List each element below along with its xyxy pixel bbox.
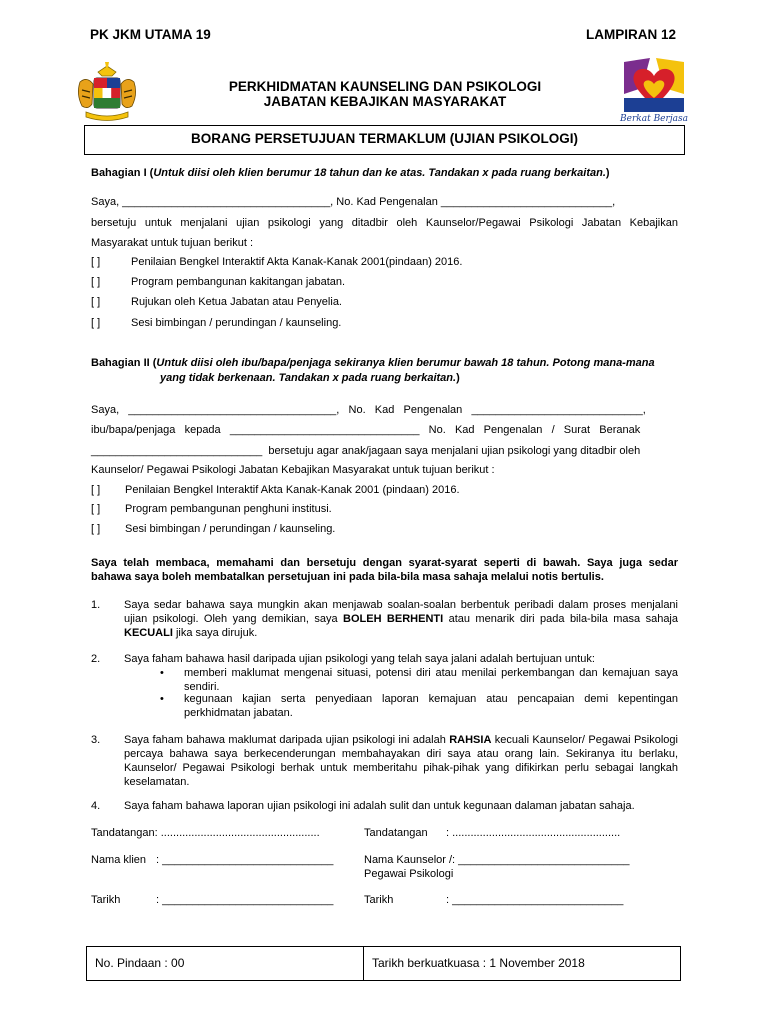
organisation-line-2: JABATAN KEBAJIKAN MASYARAKAT (263, 94, 507, 109)
client-date-field[interactable]: : ____________________________ (156, 894, 334, 906)
item-1-text (124, 598, 678, 640)
item-2-text: Saya faham bahawa hasil daripada ujian psikologi yang telah saya jalani adalah bertujuan untuk: (124, 653, 595, 665)
checkbox[interactable]: [ ] (91, 484, 101, 496)
counselor-date-field[interactable]: : ____________________________ (446, 894, 624, 906)
option-label: Program pembangunan kakitangan jabatan. (131, 276, 346, 288)
section-1-name-line[interactable]: Saya, __________________________________, No. Kad Pengenalan ____________________________, (91, 196, 616, 208)
section-2-heading-cont: yang tidak berkenaan. Tandakan x pada ruang berkaitan.) (160, 372, 460, 384)
checkbox[interactable]: [ ] (91, 296, 101, 308)
option-label: Rujukan oleh Ketua Jabatan atau Penyelia. (131, 296, 342, 308)
section-2-name-line[interactable]: Saya, __________________________________, No. Kad Pengenalan ____________________________, (91, 404, 646, 416)
section-2-instruction-1: Untuk diisi oleh ibu/bapa/penjaga sekiranya klien berumur bawah 18 tahun. Potong mana-mana (156, 357, 655, 369)
counselor-signature-label: Tandatangan (364, 827, 428, 839)
checkbox[interactable]: [ ] (91, 503, 101, 515)
section-2-instruction-2: yang tidak berkenaan. Tandakan x pada ruang berkaitan. (160, 372, 457, 384)
item-4-text: Saya faham bahawa laporan ujian psikologi ini adalah sulit dan untuk kegunaan dalaman jabatan sahaja. (124, 800, 635, 812)
section-2-consent-line[interactable]: ____________________________ bersetuju agar anak/jagaan saya menjalani ujian psikologi yang ditadbir oleh (91, 445, 641, 457)
checkbox[interactable]: [ ] (91, 256, 101, 268)
client-name-field[interactable]: : ____________________________ (156, 854, 334, 866)
organisation-line-1: PERKHIDMATAN KAUNSELING DAN PSIKOLOGI (228, 79, 542, 94)
consent-intro-line-2: bahawa saya boleh membatalkan persetujuan ini pada bila-bila masa sahaja melalui notis bertulis. (91, 571, 604, 583)
section-2-option-1[interactable] (91, 484, 460, 496)
effective-date: Tarikh berkuatkuasa : 1 November 2018 (363, 946, 681, 981)
option-label: Sesi bimbingan / perundingan / kaunseling. (131, 317, 342, 329)
option-label: Penilaian Bengkel Interaktif Akta Kanak-Kanak 2001 (pindaan) 2016. (125, 484, 460, 496)
option-label: Penilaian Bengkel Interaktif Akta Kanak-Kanak 2001(pindaan) 2016. (131, 256, 463, 268)
client-signature-field[interactable]: Tandatangan: .................................................... (91, 827, 320, 839)
section-1-option-3[interactable] (91, 296, 342, 308)
section-1-option-4[interactable] (91, 317, 341, 329)
document-code: PK JKM UTAMA 19 (90, 27, 211, 42)
berkat-berjasa-logo (620, 54, 688, 128)
section-2-purpose-line: Kaunselor/ Pegawai Psikologi Jabatan Kebajikan Masyarakat untuk tujuan berikut : (91, 464, 495, 476)
item-3-part-1: Saya faham bahawa maklumat daripada ujian psikologi ini adalah (124, 734, 450, 746)
item-3-number: 3. (91, 734, 101, 746)
item-3-part-2: kecuali Kaunselor/ Pegawai Psikologi percaya bahawa saya berkecenderungan membahayakan diri saya atau orang lain. Sekiranya itu berlaku, Kaunselor/ Pegawai Psikologi berhak untuk memberitahu pihak-pihak yang difikirkan perlu sebagai langkah keselamatan. (124, 734, 678, 788)
checkbox[interactable]: [ ] (91, 523, 101, 535)
section-1-title: Bahagian I (91, 167, 147, 179)
item-1-part-1: Saya sedar bahawa saya mungkin akan menjawab soalan-soalan berbentuk peribadi dalam proses menjalani ujian psikologi. Oleh yang demikian, saya (124, 599, 678, 625)
checkbox[interactable]: [ ] (91, 276, 101, 288)
option-label: Sesi bimbingan / perundingan / kaunseling. (125, 523, 336, 535)
section-2-title: Bahagian II (91, 357, 150, 369)
option-label: Program pembangunan penghuni institusi. (125, 503, 332, 515)
amendment-number: No. Pindaan : 00 (86, 946, 364, 981)
item-3-text (124, 733, 678, 789)
item-1-part-3: jika saya dirujuk. (172, 627, 258, 639)
item-2-bullet-2: kegunaan kajian serta penyediaan laporan kemajuan atau pencapaian demi kepentingan perkhidmatan jabatan. (184, 693, 678, 719)
item-3-bold-1: RAHSIA (449, 734, 492, 746)
section-1-purpose-line: Masyarakat untuk tujuan berikut : (91, 237, 254, 249)
item-1-part-2: atau menarik diri pada bila-bila masa sahaja (443, 613, 678, 625)
checkbox[interactable]: [ ] (91, 317, 101, 329)
consent-intro-line-1: Saya telah membaca, memahami dan bersetuju dengan syarat-syarat seperti di bawah. Saya juga sedar (91, 557, 678, 569)
section-2-guardian-line[interactable]: ibu/bapa/penjaga kepada _______________________________ No. Kad Pengenalan / Surat Beranak (91, 424, 641, 436)
item-1-bold-2: KECUALI (124, 627, 173, 639)
section-2-heading: Bahagian II (Untuk diisi oleh ibu/bapa/penjaga sekiranya klien berumur bawah 18 tahun. Potong mana-mana (91, 357, 655, 369)
coat-of-arms-logo (72, 60, 142, 126)
item-1-number: 1. (91, 599, 101, 611)
bullet-icon: • (160, 693, 164, 705)
counselor-name-label-2: Pegawai Psikologi (364, 868, 454, 880)
section-1-option-2[interactable] (91, 276, 345, 288)
section-2-option-2[interactable] (91, 503, 332, 515)
counselor-date-label: Tarikh (364, 894, 394, 906)
section-1-option-1[interactable] (91, 256, 462, 268)
section-1-heading: Bahagian I (Untuk diisi oleh klien berumur 18 tahun dan ke atas. Tandakan x pada ruang berkaitan.) (91, 167, 610, 179)
form-title: BORANG PERSETUJUAN TERMAKLUM (UJIAN PSIKOLOGI) (84, 125, 685, 155)
counselor-name-field[interactable]: Nama Kaunselor /: ____________________________ (364, 854, 630, 866)
item-4-number: 4. (91, 800, 101, 812)
client-name-label: Nama klien (91, 854, 147, 866)
section-2-option-3[interactable] (91, 523, 335, 535)
item-2-bullet-1: memberi maklumat mengenai situasi, potensi diri atau menilai perkembangan dan kemajuan saya sendiri. (184, 667, 678, 693)
client-date-label: Tarikh (91, 894, 121, 906)
lampiran-label: LAMPIRAN 12 (586, 27, 677, 42)
section-1-instruction: Untuk diisi oleh klien berumur 18 tahun dan ke atas. Tandakan x pada ruang berkaitan. (153, 167, 606, 179)
bullet-icon: • (160, 667, 164, 679)
counselor-signature-field[interactable]: : ....................................................... (446, 827, 621, 839)
section-1-consent-line: bersetuju untuk menjalani ujian psikologi yang ditadbir oleh Kaunselor/Pegawai Psikologi Jabatan Kebajikan (91, 217, 678, 229)
logo-caption: Berkat Berjasa (620, 114, 688, 124)
item-1-bold-1: BOLEH BERHENTI (343, 613, 444, 625)
item-2-number: 2. (91, 653, 101, 665)
